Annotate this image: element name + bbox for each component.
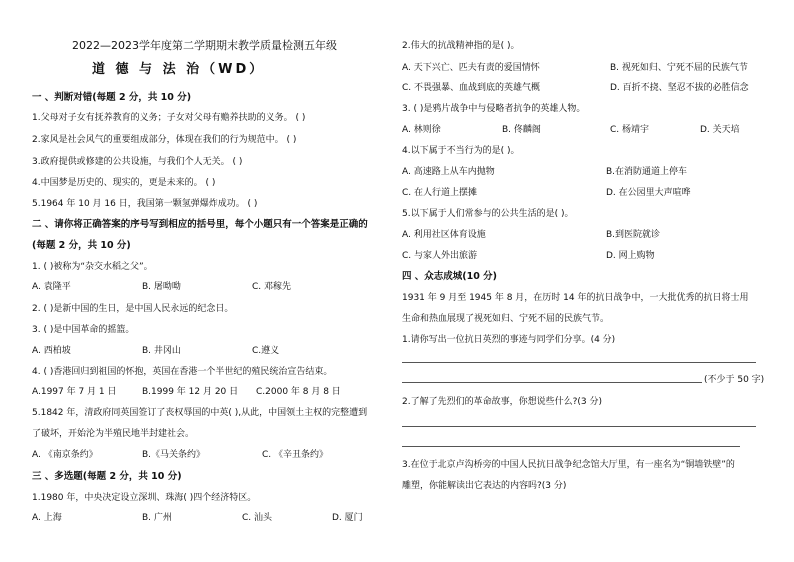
s4-q3-line1: 3.在位于北京卢沟桥旁的中国人民抗日战争纪念馆大厅里，有一座名为“铜墙铁壁”的 [402,460,735,470]
s3-q3-option-d: D. 关天培 [700,125,740,135]
s2-q4-option-a: A.1997 年 7 月 1 日 [32,387,117,397]
s4-q1-word-count-note: (不少于 50 字) [704,375,765,385]
s3-q3-option-a: A. 林则徐 [402,125,441,135]
s3-q5-stem: 5.以下属于人们常参与的公共生活的是( )。 [402,209,574,219]
s3-q2-stem: 2.伟大的抗战精神指的是( )。 [402,41,520,51]
s3-q4-option-b: B.在消防通道上停车 [606,167,688,177]
s3-q1-option-c: C. 汕头 [242,513,273,523]
s1-item-4: 4.中国梦是历史的、现实的，更是未来的。 ( ) [32,178,216,188]
s2-q5-option-c: C. 《辛丑条约》 [262,450,329,460]
s3-q1-stem: 1.1980 年，中央决定设立深圳、珠海( )四个经济特区。 [32,493,257,503]
s3-q5-option-d: D. 网上购物 [606,251,655,261]
s3-q5-option-a: A. 利用社区体育设施 [402,230,486,240]
section-2-heading-line1: 二 、请你将正确答案的序号写到相应的括号里，每个小题只有一个答案是正确的 [32,219,368,230]
answer-line[interactable] [402,426,756,427]
s4-q1: 1.请你写出一位抗日英烈的事迹与同学们分享。(4 分) [402,335,616,345]
s3-q3-option-b: B. 佟麟阁 [502,125,541,135]
s1-item-5: 5.1964 年 10 月 16 日，我国第一颗氢弹爆炸成功。 ( ) [32,199,258,209]
section-4-heading: 四 、众志成城(10 分) [402,271,498,282]
s3-q1-option-b: B. 广州 [142,513,172,523]
s2-q2-stem: 2. ( )是新中国的生日，是中国人民永远的纪念日。 [32,304,234,314]
section-3-heading: 三 、多选题(每题 2 分，共 10 分) [32,471,182,482]
s2-q1-option-b: B. 屠呦呦 [142,282,181,292]
exam-subtitle: 道 德 与 法 治（WD） [92,62,266,77]
s3-q2-option-a: A. 天下兴亡、匹夫有责的爱国情怀 [402,63,540,73]
s3-q5-option-b: B.到医院就诊 [606,230,661,240]
s2-q4-option-b: B.1999 年 12 月 20 日 [142,387,239,397]
section-1-heading: 一 、判断对错(每题 2 分，共 10 分) [32,92,192,103]
s3-q4-option-d: D. 在公园里大声喧哗 [606,188,691,198]
s2-q3-option-b: B. 井冈山 [142,346,181,356]
s3-q1-option-d: D. 厦门 [332,513,363,523]
s2-q5-option-b: B.《马关条约》 [142,450,206,460]
s1-item-1: 1.父母对子女有抚养教育的义务；子女对父母有赡养扶助的义务。 ( ) [32,113,306,123]
s2-q4-option-c: C.2000 年 8 月 8 日 [256,387,341,397]
s1-item-3: 3.政府提供或修建的公共设施，与我们个人无关。 ( ) [32,157,243,167]
s3-q5-option-c: C. 与家人外出旅游 [402,251,478,261]
exam-title: 2022—2023学年度第二学期期末教学质量检测五年级 [72,39,337,52]
s2-q4-stem: 4. ( )香港回归到祖国的怀抱，英国在香港一个半世纪的殖民统治宣告结束。 [32,367,333,377]
s2-q3-option-a: A. 西柏坡 [32,346,71,356]
answer-line[interactable] [402,382,702,383]
answer-line[interactable] [402,362,756,363]
s2-q3-stem: 3. ( )是中国革命的摇篮。 [32,325,135,335]
s3-q4-option-c: C. 在人行道上摆摊 [402,188,478,198]
s2-q5-stem-line2: 了破坏，开始沦为半殖民地半封建社会。 [32,429,195,439]
s3-q4-option-a: A. 高速路上从车内抛物 [402,167,495,177]
s2-q5-option-a: A. 《南京条约》 [32,450,98,460]
s3-q3-option-c: C. 杨靖宇 [610,125,650,135]
s3-q2-option-c: C. 不畏强暴、血战到底的英雄气概 [402,83,541,93]
s4-q2: 2.了解了先烈们的革命故事，你想说些什么?(3 分) [402,397,602,407]
s3-q1-option-a: A. 上海 [32,513,62,523]
section-2-heading-line2: (每题 2 分，共 10 分) [32,240,131,251]
s4-intro-line2: 生命和热血展现了视死如归、宁死不屈的民族气节。 [402,314,610,324]
s3-q2-option-d: D. 百折不挠、坚忍不拔的必胜信念 [610,83,749,93]
s1-item-2: 2.家风是社会风气的重要组成部分，体现在我们的行为规范中。 ( ) [32,135,297,145]
s3-q2-option-b: B. 视死如归、宁死不屈的民族气节 [610,63,748,73]
s3-q4-stem: 4.以下属于不当行为的是( )。 [402,146,520,156]
s2-q1-option-c: C. 邓稼先 [252,282,292,292]
s2-q1-stem: 1. ( )被称为“杂交水稻之父”。 [32,262,153,272]
s4-intro-line1: 1931 年 9 月至 1945 年 8 月，在历时 14 年的抗日战争中，一大批优秀的抗日将士用 [402,293,749,303]
answer-line[interactable] [402,446,740,447]
s4-q3-line2: 雕塑，你能解读出它表达的内容吗?(3 分) [402,481,567,491]
s2-q1-option-a: A. 袁隆平 [32,282,71,292]
s2-q5-stem-line1: 5.1842 年，清政府同英国签订了丧权辱国的中英( ),从此，中国领土主权的完整遭到 [32,408,368,418]
s2-q3-option-c: C.遵义 [252,346,280,356]
s3-q3-stem: 3. ( )是鸦片战争中与侵略者抗争的英雄人物。 [402,104,586,114]
